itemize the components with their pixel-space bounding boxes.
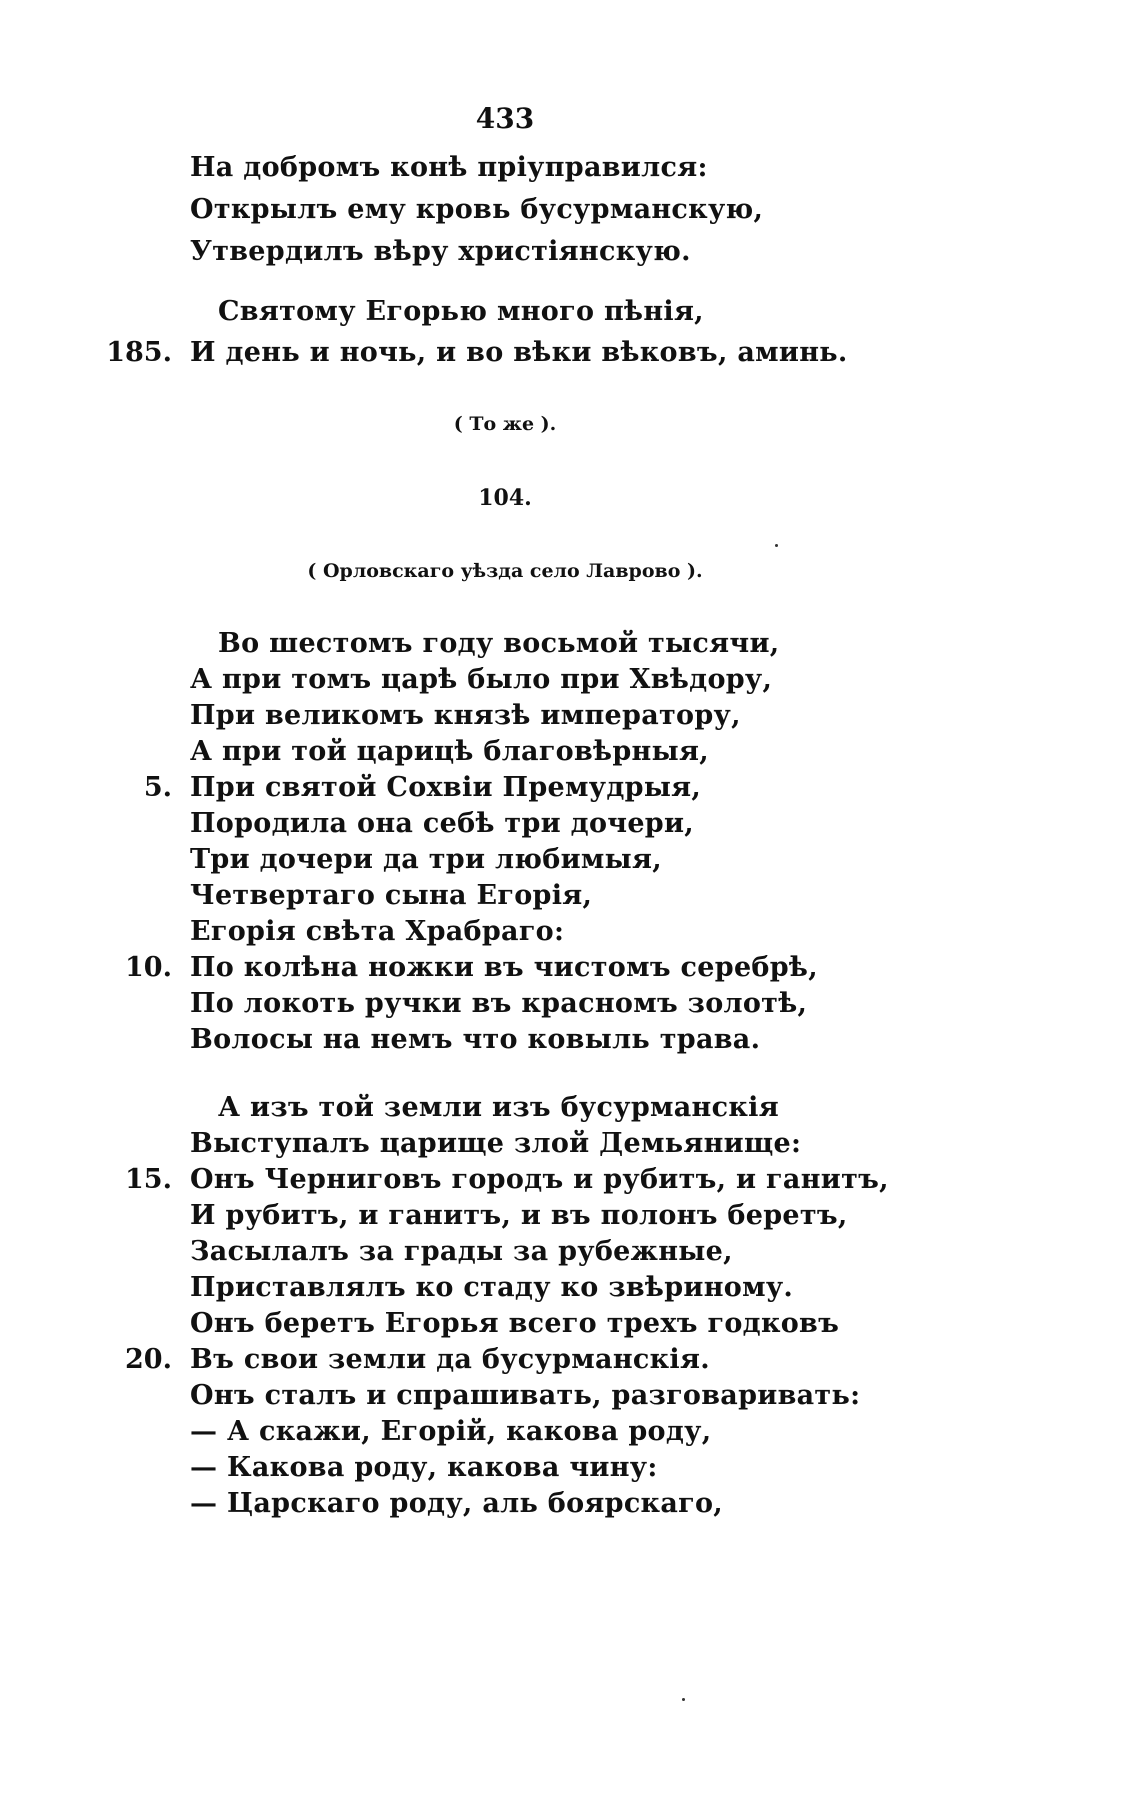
verse-line: Три дочери да три любимыя,: [190, 844, 662, 875]
verse-line: Породила она себѣ три дочери,: [190, 808, 695, 839]
verse-line: Засылалъ за грады за рубежные,: [190, 1236, 733, 1267]
verse-line: По локоть ручки въ красномъ золотѣ,: [190, 988, 808, 1019]
verse-line: Четвертаго сына Егорія,: [190, 880, 593, 911]
line-number: 20.: [125, 1344, 172, 1375]
place-note: ( Орловскаго уѣзда село Лаврово ).: [307, 560, 703, 582]
line-number: 185.: [106, 337, 172, 368]
verse-line: И день и ночь, и во вѣки вѣковъ, аминь.: [190, 337, 848, 368]
verse-line: Во шестомъ году восьмой тысячи,: [218, 628, 780, 659]
verse-line: При святой Сохвіи Премудрыя,: [190, 772, 702, 803]
line-number: 5.: [143, 772, 172, 803]
verse-line: Егорія свѣта Храбраго:: [190, 916, 565, 947]
scan-speck: [682, 1698, 685, 1701]
line-number: 15.: [125, 1164, 172, 1195]
source-note: ( То же ).: [453, 413, 557, 435]
verse-line: Волосы на немъ что ковыль трава.: [190, 1024, 761, 1055]
page-number: 433: [475, 102, 535, 135]
verse-line: А при томъ царѣ было при Хвѣдору,: [190, 664, 773, 695]
verse-line: Выступалъ царище злой Демьянище:: [190, 1128, 802, 1159]
verse-line: Открылъ ему кровь бусурманскую,: [190, 194, 764, 225]
verse-line: — Царскаго роду, аль боярскаго,: [190, 1488, 724, 1519]
verse-line: И рубитъ, и ганитъ, и въ полонъ беретъ,: [190, 1200, 848, 1231]
verse-line: — А скажи, Егорій, какова роду,: [190, 1416, 712, 1447]
verse-line: Утвердилъ вѣру христіянскую.: [190, 236, 691, 267]
poem-number: 104.: [478, 485, 532, 511]
verse-line: Онъ беретъ Егорья всего трехъ годковъ: [190, 1308, 840, 1339]
verse-line: При великомъ князѣ императору,: [190, 700, 741, 731]
verse-line: Онъ Черниговъ городъ и рубитъ, и ганитъ,: [190, 1164, 889, 1195]
verse-line: А при той царицѣ благовѣрныя,: [190, 736, 709, 767]
line-number: 10.: [125, 952, 172, 983]
verse-line: А изъ той земли изъ бусурманскія: [218, 1092, 779, 1123]
scan-speck: [775, 544, 778, 547]
verse-line: На добромъ конѣ пріуправился:: [190, 152, 708, 183]
verse-line: Въ свои земли да бусурманскія.: [190, 1344, 710, 1375]
verse-line: Святому Егорью много пѣнія,: [218, 296, 704, 327]
verse-line: Приставлялъ ко стаду ко звѣриному.: [190, 1272, 794, 1303]
verse-line: По колѣна ножки въ чистомъ серебрѣ,: [190, 952, 818, 983]
verse-line: Онъ сталъ и спрашивать, разговаривать:: [190, 1380, 861, 1411]
verse-line: — Какова роду, какова чину:: [190, 1452, 658, 1483]
